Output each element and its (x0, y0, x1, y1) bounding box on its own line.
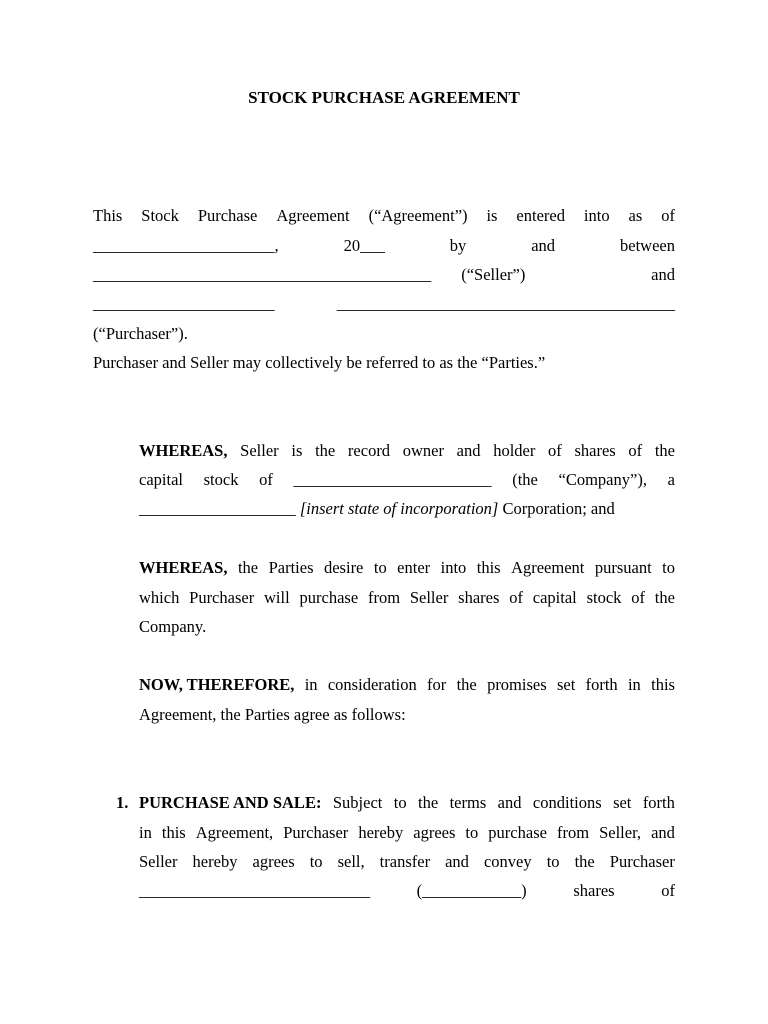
word: to (662, 558, 675, 577)
seller-name-blank[interactable]: _________________________________________ (93, 265, 432, 284)
purchaser-blank-2[interactable]: _________________________________________ (336, 294, 675, 313)
word: will (264, 588, 290, 607)
word: in (139, 823, 152, 842)
word: Seller, (599, 823, 642, 842)
section1-line-3 (139, 852, 675, 872)
word: promises (487, 675, 547, 694)
now-therefore-line-1 (139, 675, 675, 695)
parties-definition: Purchaser and Seller may collectively be referred to as the “Parties.” (93, 353, 546, 372)
section1-line-4 (139, 881, 675, 901)
word[interactable]: ________________________ (293, 470, 492, 489)
word: hereby (358, 823, 404, 842)
word: and (651, 823, 675, 842)
word: of (509, 588, 523, 607)
word: Purchaser (189, 588, 255, 607)
word: holder (493, 441, 536, 460)
word: and (497, 793, 522, 812)
word: Seller (409, 588, 449, 607)
word: between (620, 236, 675, 255)
word: Seller (139, 852, 178, 871)
word: which (139, 588, 180, 607)
word: from (556, 823, 590, 842)
word: conditions (532, 793, 602, 812)
word: by (449, 236, 467, 255)
now-therefore-lead: NOW, THEREFORE, (139, 675, 295, 694)
preamble-line-4 (93, 294, 675, 314)
word: for (427, 675, 447, 694)
word: owner (402, 441, 444, 460)
word: the (456, 675, 477, 694)
word: Subject (332, 793, 383, 812)
whereas2-lead: WHEREAS, (139, 558, 228, 577)
word: Agreement (276, 206, 350, 225)
word: terms (449, 793, 487, 812)
word: to (309, 852, 323, 871)
word: Agreement (511, 558, 585, 577)
word: Parties (268, 558, 314, 577)
word: consideration (327, 675, 417, 694)
word: in (627, 675, 641, 694)
whereas1-line-1 (139, 441, 675, 461)
word: agrees (252, 852, 295, 871)
purchaser-label: (“Purchaser”). (93, 324, 188, 343)
seller-label: (“Seller”) (461, 265, 526, 284)
word: to (393, 793, 407, 812)
preamble-line-1 (93, 206, 675, 226)
word: “Company”), (558, 470, 647, 489)
word: the (315, 441, 336, 460)
section-1-number: 1. (116, 793, 129, 812)
word: pursuant (594, 558, 652, 577)
word: entered (516, 206, 565, 225)
word: in (304, 675, 318, 694)
and-word: and (651, 265, 675, 284)
now-therefore-line-2: Agreement, the Parties agree as follows: (139, 705, 406, 724)
of-word: of (661, 881, 675, 900)
word: shares (458, 588, 500, 607)
word: as (628, 206, 643, 225)
word: of (661, 206, 675, 225)
word: to (465, 823, 479, 842)
word: the (237, 558, 259, 577)
word: forth (585, 675, 618, 694)
word: and (445, 852, 469, 871)
word: stock (586, 588, 622, 607)
whereas1-line-2 (139, 470, 675, 490)
section-1-heading: PURCHASE AND SALE: (139, 793, 322, 812)
word: Purchaser (609, 852, 675, 871)
word[interactable]: ______________________, (93, 236, 279, 255)
word: This (93, 206, 123, 225)
preamble-line-2 (93, 236, 675, 256)
word: Purchase (197, 206, 258, 225)
word: of (259, 470, 273, 489)
shares-word: shares (573, 881, 615, 900)
word: a (667, 470, 675, 489)
word: transfer (379, 852, 431, 871)
word: into (583, 206, 610, 225)
share-count-number-blank[interactable]: (____________) (416, 881, 527, 900)
word: agrees (413, 823, 456, 842)
word: 20___ (343, 236, 385, 255)
word: purchase (488, 823, 547, 842)
whereas1-line-3 (139, 499, 615, 519)
word: convey (483, 852, 532, 871)
word: to (373, 558, 387, 577)
word: set (613, 793, 632, 812)
word: of (628, 441, 643, 460)
section1-line-2 (139, 823, 675, 843)
word: stock (203, 470, 239, 489)
word: Seller (240, 441, 279, 460)
word: and (456, 441, 481, 460)
word: is (486, 206, 498, 225)
word: sell, (337, 852, 365, 871)
word: Purchaser (283, 823, 349, 842)
whereas1-lead: WHEREAS, (139, 441, 228, 460)
word: record (347, 441, 391, 460)
word: enter (397, 558, 431, 577)
word: purchase (299, 588, 359, 607)
word[interactable]: (“Agreement”) (368, 206, 468, 225)
preamble-line-3 (93, 265, 675, 285)
word[interactable]: (the (512, 470, 538, 489)
word: the (654, 441, 675, 460)
word: desire (323, 558, 364, 577)
word: into (440, 558, 467, 577)
word: and (531, 236, 556, 255)
share-count-words-blank[interactable]: ____________________________ (139, 881, 370, 900)
word: is (291, 441, 303, 460)
purchaser-blank-1[interactable]: ______________________ (93, 294, 275, 313)
document-title: STOCK PURCHASE AGREEMENT (248, 88, 520, 107)
section1-line-1 (139, 793, 675, 813)
word: set (556, 675, 576, 694)
word: the (654, 588, 675, 607)
word: this (161, 823, 186, 842)
whereas2-line-2 (139, 588, 675, 608)
word: Agreement, (195, 823, 274, 842)
word: of (548, 441, 562, 460)
whereas2-line-3: Company. (139, 617, 207, 636)
whereas1-line-3-rest: Corporation; and (498, 499, 615, 518)
word: this (651, 675, 675, 694)
state-instruction: [insert state of incorporation] (299, 499, 499, 518)
word: capital (139, 470, 183, 489)
word: of (631, 588, 645, 607)
word: the (418, 793, 439, 812)
state-blank[interactable]: ___________________ (139, 499, 296, 518)
word: this (476, 558, 501, 577)
word: capital (532, 588, 577, 607)
word: from (367, 588, 401, 607)
whereas2-line-1 (139, 558, 675, 578)
word: to (546, 852, 560, 871)
word: hereby (192, 852, 238, 871)
word: Stock (141, 206, 179, 225)
word: shares (574, 441, 616, 460)
word: forth (642, 793, 675, 812)
word: the (574, 852, 595, 871)
